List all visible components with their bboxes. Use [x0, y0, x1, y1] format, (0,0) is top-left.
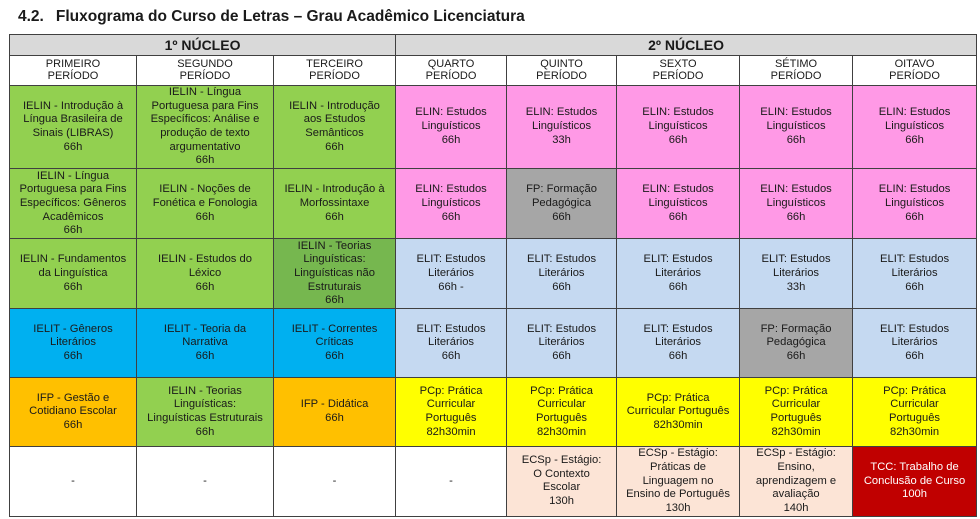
- cell-line: IFP - Didática: [300, 398, 369, 411]
- cell-line: SEGUNDO: [177, 57, 233, 70]
- nucleo-1-header: 1º NÚCLEO: [10, 35, 396, 56]
- cell-line: IELIN - Língua: [36, 169, 110, 182]
- cell-line: 82h30min: [426, 425, 476, 438]
- cell-line: IELIN - Estudos do: [158, 253, 252, 266]
- cell-line: 66h: [325, 210, 344, 223]
- course-cell-r1-c5: [507, 85, 617, 169]
- cell-line: 66h: [552, 210, 571, 223]
- cell-line: PERÍODO: [425, 70, 477, 83]
- cell-line: IELIN - Introdução à: [284, 183, 385, 196]
- period-header-7: [740, 56, 853, 85]
- cell-line: Estruturais: [307, 280, 362, 293]
- cell-line: IELIN - Noções de: [159, 183, 251, 196]
- nucleo-header-row: [10, 35, 977, 56]
- cell-line: aprendizagem e: [755, 474, 837, 487]
- cell-line: -: [449, 474, 453, 487]
- cell-line: 66h: [905, 210, 924, 223]
- cell-line: 82h30min: [771, 425, 821, 438]
- cell-line: PRIMEIRO: [45, 57, 101, 70]
- cell-line: IFP - Gestão e: [36, 391, 110, 404]
- cell-line: ELIT: Estudos: [643, 253, 713, 266]
- course-cell-r4-c2: [137, 309, 274, 378]
- cell-line: OITAVO: [894, 57, 935, 70]
- course-cell-r3-c1: [10, 239, 137, 309]
- cell-line: Literários: [891, 336, 938, 349]
- cell-line: Linguísticos: [648, 120, 708, 133]
- course-cell-r2-c5: [507, 169, 617, 239]
- course-cell-r5-c2: [137, 378, 274, 447]
- cell-line: Linguísticas:: [173, 398, 237, 411]
- course-cell-r4-c6: [617, 309, 740, 378]
- course-cell-r1-c8: [853, 85, 977, 169]
- cell-line: Curricular: [771, 398, 821, 411]
- cell-line: Conclusão de Curso: [863, 474, 966, 487]
- cell-line: produção de texto: [160, 126, 250, 139]
- cell-line: Linguísticos: [766, 120, 826, 133]
- cell-line: PERÍODO: [47, 70, 99, 83]
- cell-line: PCp: Prática: [764, 384, 828, 397]
- section-number: 4.2.: [18, 8, 44, 25]
- cell-line: PCp: Prática: [419, 384, 483, 397]
- period-header-1: [10, 56, 137, 85]
- cell-line: Pedagógica: [766, 336, 826, 349]
- cell-line: 130h: [549, 495, 574, 508]
- cell-line: 66h: [905, 133, 924, 146]
- course-cell-r5-c5: [507, 378, 617, 447]
- course-cell-r1-c4: [396, 85, 507, 169]
- cell-line: 66h: [668, 133, 688, 146]
- cell-line: 82h30min: [653, 418, 703, 431]
- cell-line: 140h: [783, 501, 809, 514]
- course-cell-r3-c6: [617, 239, 740, 309]
- cell-line: Português: [536, 412, 588, 425]
- cell-line: Linguísticos: [884, 197, 945, 210]
- cell-line: ELIT: Estudos: [880, 253, 950, 266]
- flowchart-table: [9, 34, 977, 517]
- cell-line: Português: [770, 412, 822, 425]
- cell-line: 66h: [441, 133, 461, 146]
- cell-line: ELIN: Estudos: [760, 183, 832, 196]
- cell-line: 66h: [668, 280, 688, 293]
- cell-line: IELIN - Teorias: [297, 239, 372, 252]
- cell-line: 66h: [195, 210, 215, 223]
- cell-line: 66h -: [438, 280, 464, 293]
- cell-line: 66h: [63, 140, 83, 153]
- cell-line: PERÍODO: [652, 70, 704, 83]
- cell-line: PCp: Prática: [646, 391, 710, 404]
- cell-line: 66h: [441, 350, 461, 363]
- cell-line: 100h: [902, 488, 927, 501]
- cell-line: Português: [425, 412, 477, 425]
- cell-line: FP: Formação: [760, 322, 832, 335]
- cell-line: ELIT: Estudos: [880, 322, 950, 335]
- cell-line: 66h: [195, 280, 215, 293]
- cell-line: 66h: [905, 280, 924, 293]
- period-header-6: [617, 56, 740, 85]
- course-cell-r6-c8: [853, 446, 977, 516]
- cell-line: Literários: [538, 267, 585, 280]
- cell-line: TCC: Trabalho de: [870, 460, 959, 473]
- cell-line: PERÍODO: [179, 70, 231, 83]
- cell-line: Português: [889, 412, 941, 425]
- course-cell-r1-c1: [10, 85, 137, 169]
- cell-line: PCp: Prática: [530, 384, 593, 397]
- period-header-2: [137, 56, 274, 85]
- course-row-5: [10, 378, 977, 447]
- cell-line: Língua Brasileira de: [23, 113, 123, 126]
- cell-line: QUARTO: [427, 57, 475, 70]
- cell-line: Narrativa: [182, 336, 228, 349]
- cell-line: 66h: [786, 210, 806, 223]
- cell-line: Específicos: Gêneros: [19, 197, 127, 210]
- course-cell-r2-c3: [274, 169, 396, 239]
- cell-line: ECSp - Estágio:: [756, 447, 836, 460]
- course-cell-r4-c3: [274, 309, 396, 378]
- course-row-3: [10, 239, 977, 309]
- course-cell-r4-c8: [853, 309, 977, 378]
- cell-line: ECSp - Estágio:: [521, 454, 602, 467]
- cell-line: Literários: [428, 267, 475, 280]
- cell-line: 66h: [668, 350, 688, 363]
- course-cell-r4-c7: [740, 309, 853, 378]
- cell-line: Práticas de: [650, 460, 707, 473]
- cell-line: Linguísticas Estruturais: [147, 412, 263, 425]
- cell-line: -: [332, 474, 337, 487]
- cell-line: IELIN - Língua: [168, 85, 242, 98]
- course-cell-r6-c1: [10, 446, 137, 516]
- cell-line: 66h: [325, 294, 344, 307]
- cell-line: Acadêmicos: [42, 210, 104, 223]
- cell-line: aos Estudos: [303, 113, 366, 126]
- cell-line: IELIN - Introdução à: [22, 99, 124, 112]
- cell-line: 66h: [325, 412, 344, 425]
- cell-line: argumentativo: [169, 140, 241, 153]
- cell-line: Específicos: Análise e: [150, 113, 260, 126]
- cell-line: SEXTO: [659, 57, 697, 70]
- cell-line: IELIT - Teoria da: [163, 322, 247, 335]
- cell-line: ELIT: Estudos: [416, 322, 486, 335]
- cell-line: IELIN - Introdução: [289, 99, 380, 112]
- cell-line: IELIT - Correntes: [291, 322, 378, 335]
- cell-line: IELIN - Fundamentos: [19, 253, 127, 266]
- cell-line: 82h30min: [889, 425, 940, 438]
- cell-line: ELIN: Estudos: [415, 106, 487, 119]
- course-cell-r5-c8: [853, 378, 977, 447]
- course-row-6: [10, 446, 977, 516]
- cell-line: Linguísticos: [766, 197, 826, 210]
- cell-line: ELIN: Estudos: [642, 106, 714, 119]
- course-cell-r1-c7: [740, 85, 853, 169]
- cell-line: 66h: [63, 280, 83, 293]
- cell-line: -: [203, 474, 207, 487]
- course-cell-r5-c1: [10, 378, 137, 447]
- cell-line: 66h: [195, 425, 215, 438]
- course-cell-r6-c5: [507, 446, 617, 516]
- cell-line: IELIT - Gêneros: [33, 322, 113, 335]
- cell-line: Linguísticas:: [303, 253, 366, 266]
- cell-line: da Linguística: [38, 267, 108, 280]
- cell-line: Ensino de Português: [626, 488, 730, 501]
- cell-line: Cotidiano Escolar: [29, 405, 117, 418]
- course-cell-r4-c1: [10, 309, 137, 378]
- cell-line: ELIT: Estudos: [527, 253, 597, 266]
- cell-line: 66h: [195, 154, 215, 167]
- cell-line: ECSp - Estágio:: [638, 447, 718, 460]
- course-cell-r4-c4: [396, 309, 507, 378]
- course-cell-r1-c6: [617, 85, 740, 169]
- cell-line: 66h: [63, 224, 83, 237]
- cell-line: Literários: [428, 336, 475, 349]
- course-cell-r5-c3: [274, 378, 396, 447]
- cell-line: 66h: [63, 418, 83, 431]
- cell-line: Literários: [773, 267, 820, 280]
- cell-line: Fonética e Fonologia: [152, 197, 258, 210]
- cell-line: Linguísticos: [531, 120, 592, 133]
- cell-line: 66h: [905, 350, 924, 363]
- cell-line: Literários: [538, 336, 585, 349]
- cell-line: ELIN: Estudos: [878, 106, 951, 119]
- cell-line: Literários: [49, 336, 96, 349]
- cell-line: Portuguesa para Fins: [151, 99, 259, 112]
- cell-line: Pedagógica: [531, 197, 592, 210]
- cell-line: Semânticos: [305, 126, 364, 139]
- course-row-1: [10, 85, 977, 169]
- cell-line: Literários: [655, 336, 702, 349]
- cell-line: 66h: [786, 133, 806, 146]
- cell-line: 82h30min: [536, 425, 587, 438]
- cell-line: ELIN: Estudos: [760, 106, 832, 119]
- cell-line: SÉTIMO: [774, 57, 818, 70]
- course-cell-r2-c4: [396, 169, 507, 239]
- cell-line: Morfossintaxe: [299, 197, 370, 210]
- cell-line: Curricular Português: [626, 405, 730, 418]
- cell-line: PERÍODO: [309, 70, 360, 83]
- cell-line: Linguísticos: [421, 197, 481, 210]
- course-cell-r1-c3: [274, 85, 396, 169]
- course-cell-r2-c1: [10, 169, 137, 239]
- cell-line: ELIT: Estudos: [643, 322, 713, 335]
- cell-line: 130h: [665, 501, 691, 514]
- cell-line: 66h: [552, 280, 571, 293]
- period-header-5: [507, 56, 617, 85]
- cell-line: Ensino,: [777, 460, 815, 473]
- cell-line: ELIT: Estudos: [761, 253, 831, 266]
- course-cell-r4-c5: [507, 309, 617, 378]
- course-row-2: [10, 169, 977, 239]
- course-cell-r1-c2: [137, 85, 274, 169]
- course-cell-r5-c7: [740, 378, 853, 447]
- course-cell-r6-c2: [137, 446, 274, 516]
- cell-line: O Contexto: [533, 467, 590, 480]
- cell-line: PERÍODO: [770, 70, 822, 83]
- course-cell-r5-c4: [396, 378, 507, 447]
- cell-line: avaliação: [772, 488, 820, 501]
- cell-line: ELIT: Estudos: [416, 253, 486, 266]
- cell-line: 66h: [786, 350, 806, 363]
- course-cell-r2-c6: [617, 169, 740, 239]
- course-cell-r3-c7: [740, 239, 853, 309]
- period-header-row: [10, 56, 977, 85]
- cell-line: ELIT: Estudos: [527, 322, 597, 335]
- course-cell-r6-c6: [617, 446, 740, 516]
- course-cell-r3-c3: [274, 239, 396, 309]
- course-cell-r6-c7: [740, 446, 853, 516]
- cell-line: Curricular: [426, 398, 476, 411]
- cell-line: ELIN: Estudos: [525, 106, 598, 119]
- course-cell-r3-c2: [137, 239, 274, 309]
- section-title-text: Fluxograma do Curso de Letras – Grau Acadêmico Licenciatura: [55, 8, 525, 25]
- period-header-3: [274, 56, 396, 85]
- cell-line: Curricular: [537, 398, 586, 411]
- cell-line: Curricular: [890, 398, 939, 411]
- cell-line: ELIN: Estudos: [415, 183, 487, 196]
- course-cell-r3-c5: [507, 239, 617, 309]
- cell-line: 66h: [63, 350, 83, 363]
- cell-line: Léxico: [188, 267, 222, 280]
- cell-line: 66h: [668, 210, 688, 223]
- course-row-4: [10, 309, 977, 378]
- course-cell-r2-c7: [740, 169, 853, 239]
- cell-line: -: [71, 474, 75, 487]
- cell-line: Portuguesa para Fins: [19, 183, 127, 196]
- course-cell-r6-c3: [274, 446, 396, 516]
- cell-line: Literários: [655, 267, 702, 280]
- cell-line: ELIN: Estudos: [878, 183, 951, 196]
- cell-line: ELIN: Estudos: [642, 183, 714, 196]
- cell-line: Críticas: [315, 336, 354, 349]
- cell-line: 66h: [441, 210, 461, 223]
- cell-line: TERCEIRO: [306, 57, 363, 70]
- cell-line: 66h: [195, 350, 215, 363]
- course-cell-r2-c2: [137, 169, 274, 239]
- cell-line: PERÍODO: [889, 70, 940, 83]
- cell-line: 66h: [552, 350, 571, 363]
- cell-line: PERÍODO: [536, 70, 587, 83]
- cell-line: Sinais (LIBRAS): [32, 126, 114, 139]
- cell-line: PCp: Prática: [883, 384, 946, 397]
- period-header-4: [396, 56, 507, 85]
- course-cell-r6-c4: [396, 446, 507, 516]
- period-header-8: [853, 56, 977, 85]
- cell-line: IELIN - Teorias: [168, 384, 242, 397]
- cell-line: 33h: [786, 280, 806, 293]
- section-title: [18, 4, 525, 30]
- cell-line: 66h: [325, 140, 344, 153]
- cell-line: Linguísticas não: [294, 267, 375, 280]
- nucleo-2-header: 2º NÚCLEO: [396, 35, 977, 56]
- cell-line: Literários: [891, 267, 938, 280]
- cell-line: Escolar: [542, 481, 581, 494]
- course-cell-r2-c8: [853, 169, 977, 239]
- cell-line: Linguagem no: [642, 474, 714, 487]
- cell-line: FP: Formação: [526, 183, 597, 196]
- cell-line: QUINTO: [540, 57, 583, 70]
- cell-line: Linguísticos: [648, 197, 708, 210]
- cell-line: Linguísticos: [421, 120, 481, 133]
- cell-line: 66h: [325, 350, 344, 363]
- cell-line: 33h: [552, 133, 571, 146]
- cell-line: Linguísticos: [884, 120, 945, 133]
- course-cell-r5-c6: [617, 378, 740, 447]
- course-cell-r3-c8: [853, 239, 977, 309]
- course-cell-r3-c4: [396, 239, 507, 309]
